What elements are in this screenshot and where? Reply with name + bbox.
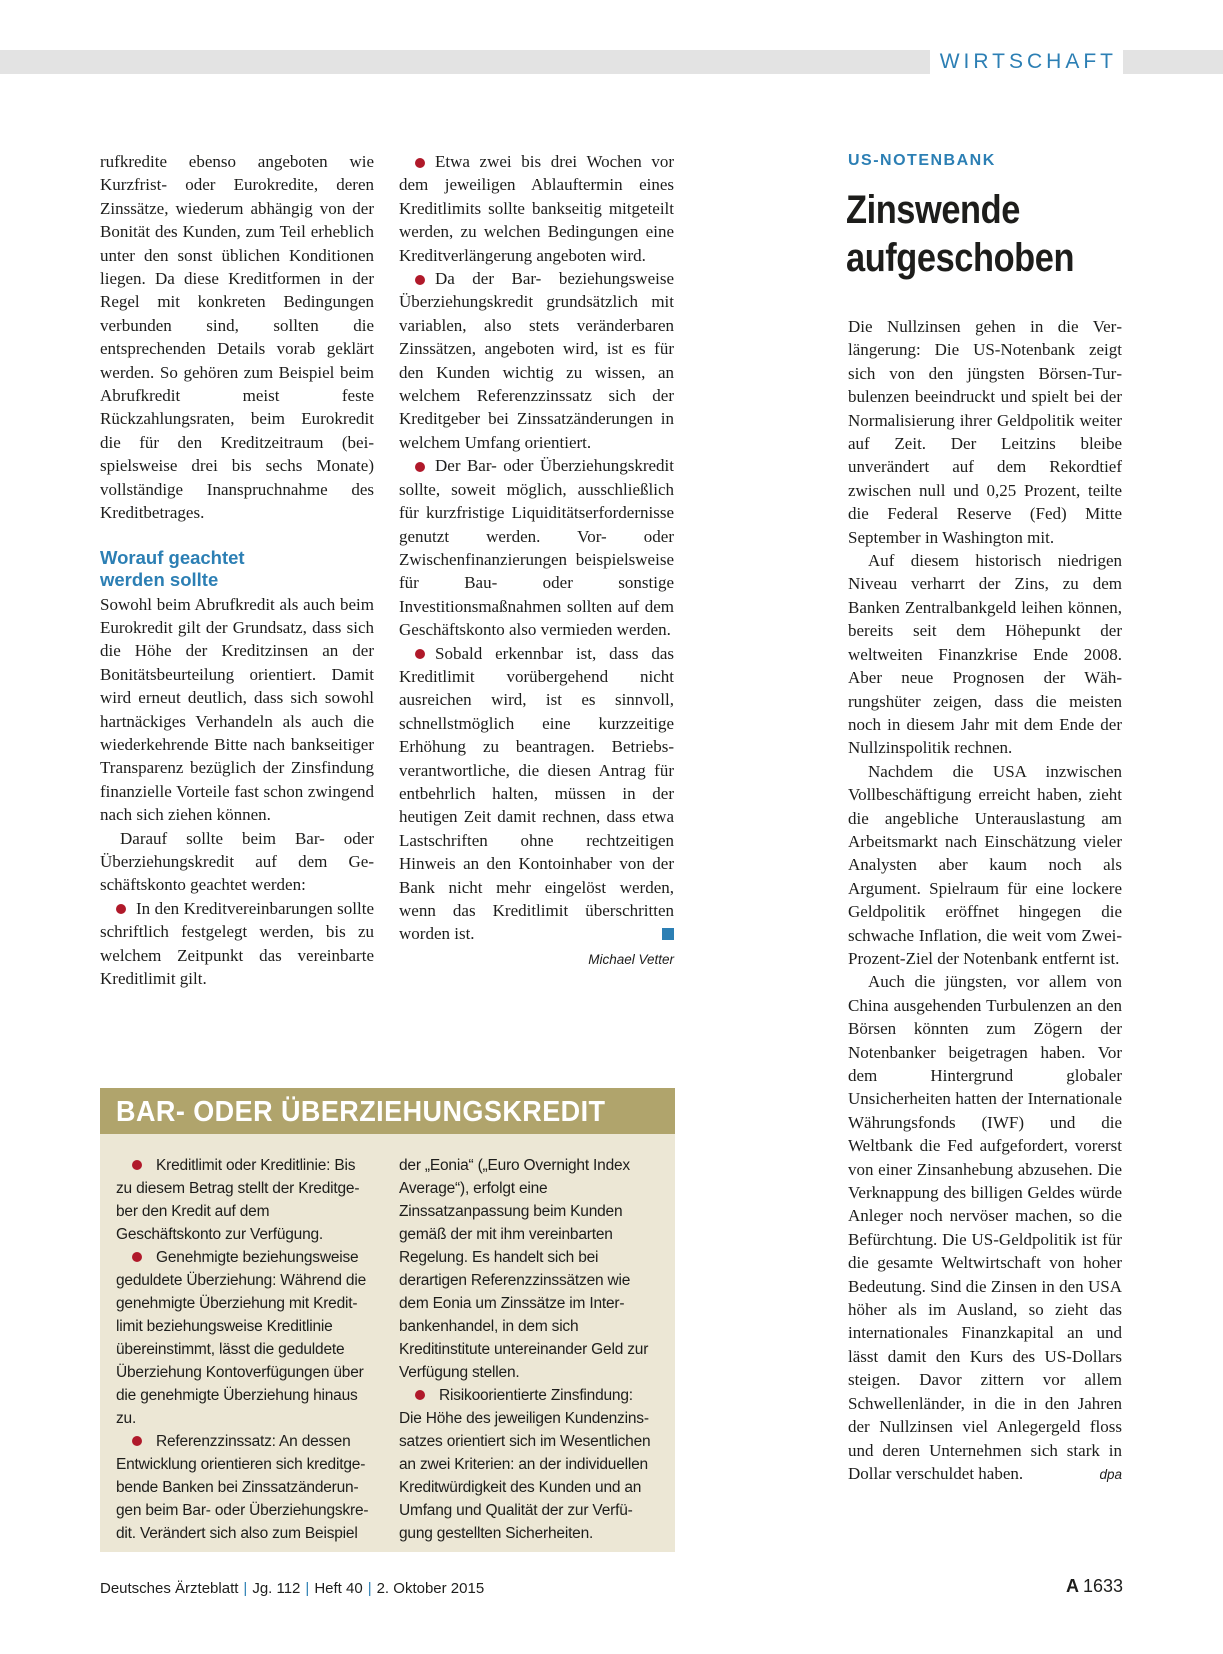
separator: | — [243, 1580, 248, 1597]
paragraph: Darauf sollte beim Bar- oder Überziehungskredit auf dem Geschäftskonto geachtet werden: — [100, 828, 374, 895]
bullet-text: Etwa zwei bis drei Wochen vor dem jeweiligen Ablauftermin eines Kreditlimits sollte bankseitig mitgeteilt werden, zu welchen Bedingungen eine Kreditverlängerung angeboten wird. — [399, 152, 674, 265]
source-byline: dpa — [1099, 1467, 1122, 1483]
article-column-1 — [100, 150, 374, 990]
headline-line: aufgeschoben — [846, 236, 1075, 280]
paragraph: Auf diesem historisch niedrigen Niveau verharrt der Zins, zu dem Banken Zentralbankgeld leihen können, bereits seit dem Höhepunkt der weltweiten Finanzkrise Ende 2008. Aber neue Prognosen der Währungshüter zeigen, dass die meisten noch in diesem Jahr mit dem Ende der Nullzinspolitik rechnen. — [848, 551, 1122, 758]
journal-volume: Jg. 112 — [252, 1580, 301, 1597]
issue-date: 2. Oktober 2015 — [376, 1580, 485, 1597]
bullet-item — [399, 1384, 653, 1545]
paragraph: rufkredite ebenso angeboten wie Kurzfrist- oder Eurokredite, deren Zinssätze, wiederum abhängig von der Bonität des Kunden, zum Teil erheblich unter den sonst üblichen Konditionen liegen. Da diese Kreditformen in der Regel mit konkreten Bedingungen verbunden sind, sollten die entsprechenden Details vorab geklärt werden. So gehören zum Beispiel beim Abrufkredit meist feste Rückzahlungsraten, beim Eurokredit die für den Kreditzeitraum (beispielsweise drei bis sechs Monate) vollständige Inanspruchnahme des Kreditbetrages. — [100, 152, 374, 523]
bullet-text: Kreditlimit oder Kreditlinie: Bis zu diesem Betrag stellt der Kreditgeber den Kredit auf dem Geschäftskonto zur Verfügung. — [116, 1157, 360, 1243]
bullet-item — [116, 1246, 370, 1430]
subheading — [100, 547, 374, 591]
bullet-text: Der Bar- oder Überziehungskredit sollte, soweit möglich, ausschließlich für kurzfristige Liquiditätserfordernisse genutzt werden. Vor- oder Zwischenfinanzierungen beispielsweise für Bau- oder sonstige Investitionsmaßnahmen sollten auf dem Geschäftskonto also vermieden werden. — [399, 456, 674, 640]
sidebar-headline — [846, 186, 1087, 282]
bullet-item — [116, 1154, 370, 1246]
page-number — [1066, 1576, 1123, 1597]
bullet-icon — [415, 462, 425, 472]
subheading-line: werden sollte — [100, 568, 219, 590]
author-byline: Michael Vetter — [588, 951, 674, 967]
bullet-text: Referenzzinssatz: An dessen Entwicklung orientieren sich kreditgebende Banken bei Zinssatzänderungen beim Bar- oder Überziehungskredit. Verändert sich also zum Beispiel — [116, 1433, 369, 1542]
journal-issue: Heft 40 — [314, 1580, 363, 1597]
sidebar-kicker: US-NOTENBANK — [848, 152, 996, 169]
bullet-item — [399, 642, 674, 946]
end-mark-icon — [662, 928, 674, 940]
bullet-icon — [132, 1252, 142, 1262]
separator: | — [305, 1580, 310, 1597]
bullet-icon — [132, 1160, 142, 1170]
bullet-text: In den Kreditvereinbarungen sollte schriftlich festgelegt werden, bis zu welchem Zeitpunkt das vereinbarte Kreditlimit gilt. — [100, 898, 374, 988]
info-box-column-left — [116, 1154, 370, 1545]
info-box — [100, 1088, 675, 1552]
bullet-icon — [132, 1436, 142, 1446]
bullet-icon — [415, 649, 425, 659]
bullet-item — [399, 267, 674, 454]
paragraph: Auch die jüngsten, vor allem von China ausgehenden Turbulenzen an den Börsen könnten zum Zögern der Notenbanker beigetragen haben. Vor dem Hintergrund globaler Unsicherheiten hatten der Internationale Währungsfonds (IWF) und die Weltbank die Fed aufgefordert, vorerst von einer Zinsanhebung abzusehen. Die Verknappung des billigen Geldes würde Anleger noch nervöser machen, so die Befürchtung. Die US-Geldpolitik ist für die gesamte Weltwirtschaft von hoher Bedeutung. Sind die Zinsen in den USA höher als im Ausland, so zieht das internationales Finanzkapital an und lässt damit den Kurs des US-Dollars steigen. Davor zittern vor allem Schwellenländer, in die in den Jahren der Nullzinsen viel Anlegergeld floss und deren Unternehmen sich stark in Dollar verschuldet haben. — [848, 972, 1122, 1483]
headline-line: Zinswende — [846, 188, 1020, 232]
info-box-title — [100, 1088, 675, 1134]
page-number-value: 1633 — [1082, 1576, 1123, 1596]
bullet-item — [100, 897, 374, 991]
footer-citation — [100, 1580, 484, 1597]
bullet-icon — [415, 158, 425, 168]
sidebar-article — [848, 315, 1122, 1487]
bullet-text: Sobald erkennbar ist, dass das Kreditlimit vorübergehend nicht ausreichen wird, ist es sinnvoll, schnellstmöglich eine kurzzeitige Erhöhung zu beantragen. Betriebsverantwortliche, die diesen Antrag für entbehrlich halten, müssen in der heutigen Zeit damit rechnen, dass etwa Lastschriften ohne rechtzeitigen Hinweis an den Kontoinhaber von der Bank nicht mehr eingelöst werden, wenn das Kreditlimit überschritten worden ist. — [399, 643, 674, 944]
bullet-item — [116, 1430, 370, 1545]
separator: | — [367, 1580, 372, 1597]
bullet-item — [399, 150, 674, 267]
info-box-column-right — [399, 1154, 653, 1545]
bullet-icon — [415, 275, 425, 285]
paragraph: Nachdem die USA inzwischen Vollbeschäftigung erreicht haben, zieht die angebliche Unterauslastung am Arbeitsmarkt nach Einschätzung vieler Analysten aber kaum noch als Argument. Spielraum für eine lockere Geldpolitik eröffnet hingegen die schwache Inflation, die weit vom Zwei-Prozent-Ziel der Notenbank entfernt ist. — [848, 761, 1122, 968]
bullet-item — [399, 454, 674, 641]
info-box-title-text: BAR- ODER ÜBERZIEHUNGSKREDIT — [116, 1096, 606, 1128]
section-label: WIRTSCHAFT — [930, 48, 1123, 76]
subheading-line: Worauf geachtet — [100, 546, 245, 568]
bullet-text: Genehmigte beziehungsweise geduldete Überziehung: Während die genehmigte Überziehung mit Kreditlimit beziehungsweise Kreditlinie übereinstimmt, lässt die geduldete Überziehung Kontoverfügungen über die genehmigte Überziehung hinaus zu. — [116, 1249, 366, 1427]
journal-name: Deutsches Ärzteblatt — [100, 1580, 239, 1597]
bullet-icon — [116, 904, 126, 914]
paragraph: Sowohl beim Abrufkredit als auch beim Eurokredit gilt der Grundsatz, dass sich die Höhe der Kreditzinsen an der Bonitätsbeurteilung orientiert. Damit wird erneut deutlich, dass sich sowohl hartnäckiges Verhandeln als auch die wiederkehrende Bitte nach bankseitiger Transparenz bezüglich der Zinsfindung finanzielle Vorteile fast schon zwingend nach sich ziehen können. — [100, 594, 374, 825]
paragraph: der „Eonia“ („Euro Overnight Index Average“), erfolgt eine Zinssatzanpassung beim Kunden gemäß der mit ihm vereinbarten Regelung. Es handelt sich bei derartigen Referenzzinssätzen wie dem Eonia um Zinssätze im Interbankenhandel, in dem sich Kreditinstitute untereinander Geld zur Verfügung stellen. — [399, 1157, 649, 1381]
bullet-icon — [415, 1390, 425, 1400]
article-column-2 — [399, 150, 674, 971]
page-prefix: A — [1065, 1576, 1079, 1596]
bullet-text: Da der Bar- beziehungsweise Überziehungskredit grundsätzlich mit variablen, also stets veränderbaren Zinssätzen, angeboten wird, ist es für den Kunden wichtig zu wissen, an welchem Referenzzinssatz sich der Kreditgeber bei Zinssatzänderungen in welchem Umfang orientiert. — [399, 269, 674, 452]
paragraph: Die Nullzinsen gehen in die Verlängerung: Die US-Notenbank zeigt sich von den jüngsten Börsen-Turbulenzen beeindruckt und spielt bei der Normalisierung ihrer Geldpolitik weiter auf Zeit. Der Leitzins bleibe unverändert auf dem Rekordtief zwischen null und 0,25 Prozent, teilte die Federal Reserve (Fed) Mitte September in Washington mit. — [848, 317, 1122, 547]
bullet-text: Risikoorientierte Zinsfindung: Die Höhe des jeweiligen Kundenzinssatzes orientiert sich im Wesentlichen an zwei Kriterien: an der individuellen Kreditwürdigkeit des Kunden und an Umfang und Qualität der zur Verfügung gestellten Sicherheiten. — [399, 1387, 651, 1542]
